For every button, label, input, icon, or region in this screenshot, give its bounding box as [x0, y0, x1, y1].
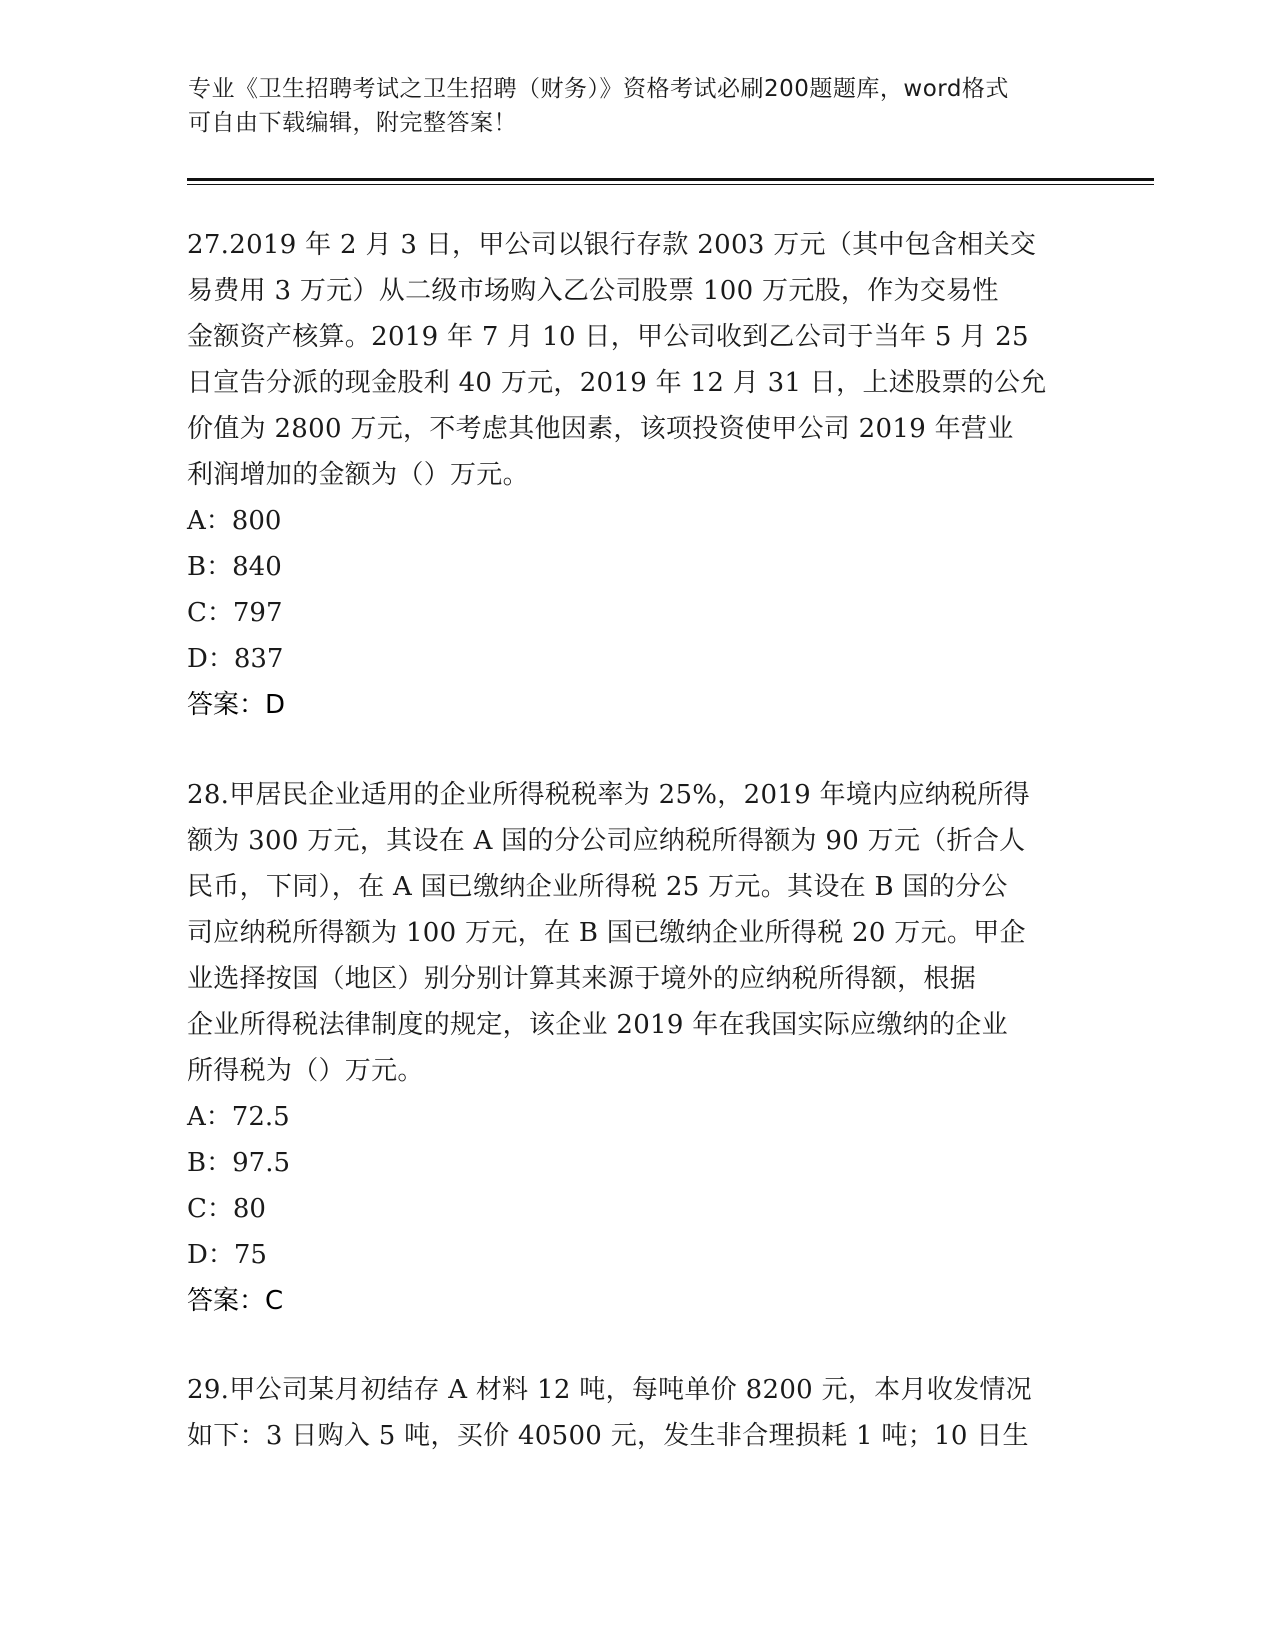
question-29	[187, 1367, 1087, 1459]
question-text-line: 额为 300 万元，其设在 A 国的分公司应纳税所得额为 90 万元（折合人	[187, 826, 1026, 856]
question-text-line: 民币，下同），在 A 国已缴纳企业所得税 25 万元。其设在 B 国的分公	[187, 872, 1008, 902]
question-text-line: 企业所得税法律制度的规定，该企业 2019 年在我国实际应缴纳的企业	[187, 1010, 1008, 1040]
question-text-line: 28.甲居民企业适用的企业所得税税率为 25%，2019 年境内应纳税所得	[187, 780, 1030, 810]
answer-line: 答案：D	[187, 690, 286, 720]
header-line-1: 专业《卫生招聘考试之卫生招聘（财务）》资格考试必刷200题题库，word格式	[188, 76, 1009, 102]
question-text-line: 价值为 2800 万元，不考虑其他因素，该项投资使甲公司 2019 年营业	[187, 414, 1014, 444]
question-text-line: 29.甲公司某月初结存 A 材料 12 吨，每吨单价 8200 元，本月收发情况	[187, 1375, 1032, 1405]
question-text-line: 易费用 3 万元）从二级市场购入乙公司股票 100 万元股，作为交易性	[187, 276, 999, 306]
option-d: D：75	[187, 1240, 267, 1270]
header-line-2: 可自由下载编辑，附完整答案！	[188, 110, 517, 136]
question-text-line: 所得税为（）万元。	[187, 1056, 424, 1086]
question-text-line: 业选择按国（地区）别分别计算其来源于境外的应纳税所得额，根据	[187, 964, 977, 994]
option-c: C：797	[187, 598, 283, 628]
option-a: A：800	[187, 506, 282, 536]
option-b: B：97.5	[187, 1148, 290, 1178]
question-28	[187, 772, 1087, 1324]
answer-line: 答案：C	[187, 1286, 284, 1316]
document-header	[188, 72, 1088, 140]
question-text-line: 金额资产核算。2019 年 7 月 10 日，甲公司收到乙公司于当年 5 月 25	[187, 322, 1029, 352]
option-c: C：80	[187, 1194, 266, 1224]
question-text-line: 司应纳税所得额为 100 万元，在 B 国已缴纳企业所得税 20 万元。甲企	[187, 918, 1026, 948]
question-text-line: 如下：3 日购入 5 吨，买价 40500 元，发生非合理损耗 1 吨；10 日生	[187, 1421, 1029, 1451]
option-d: D：837	[187, 644, 284, 674]
question-text-line: 利润增加的金额为（）万元。	[187, 460, 529, 490]
header-divider-thick	[187, 178, 1154, 181]
option-a: A：72.5	[187, 1102, 290, 1132]
header-divider-thin	[187, 184, 1154, 185]
question-text-line: 27.2019 年 2 月 3 日，甲公司以银行存款 2003 万元（其中包含相关交	[187, 230, 1037, 260]
question-27	[187, 222, 1087, 728]
option-b: B：840	[187, 552, 282, 582]
question-text-line: 日宣告分派的现金股利 40 万元，2019 年 12 月 31 日，上述股票的公允	[187, 368, 1047, 398]
